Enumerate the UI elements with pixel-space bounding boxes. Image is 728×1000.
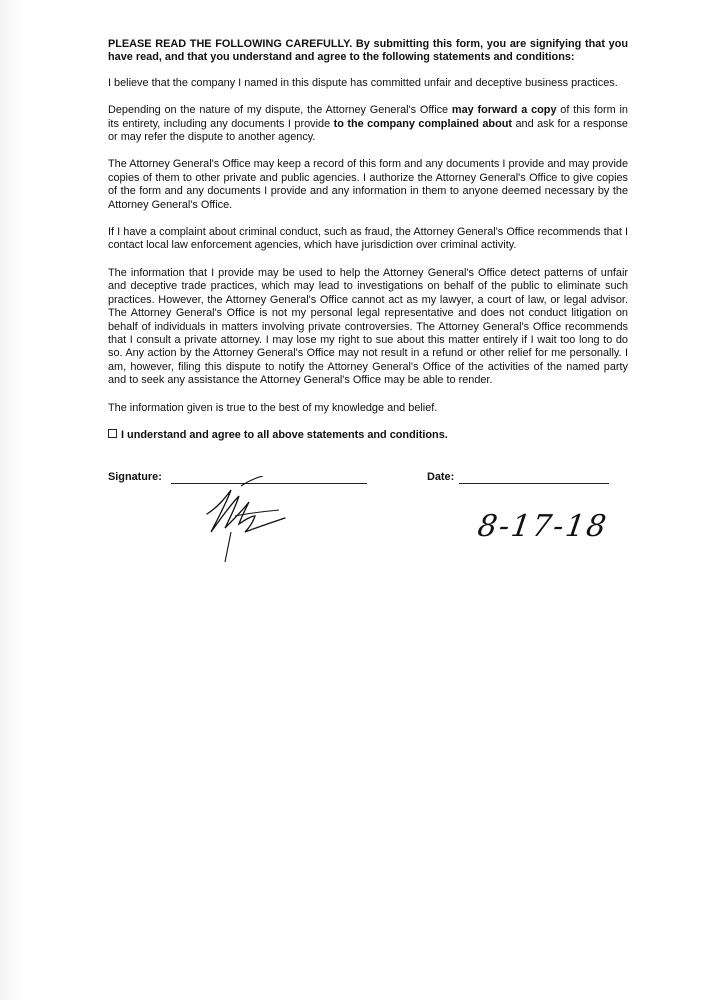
forward-copy-bold-1: may forward a copy <box>451 104 557 117</box>
date-field[interactable] <box>459 483 609 484</box>
terms-document <box>108 38 628 501</box>
handwritten-signature <box>175 476 305 568</box>
paragraph-records: The Attorney General's Office may keep a record of this form and any documents I provide and may provide copies of them to other private and public agencies. I authorize the Attorney General's Office to give copies of the form and any documents I provide and any information in them to anyone deemed necessary by the Attorney General's Office. <box>108 158 628 211</box>
forward-copy-bold-2: to the company complained about <box>333 117 513 130</box>
signature-label: Signature: <box>108 471 162 484</box>
acknowledgement-text: I understand and agree to all above statements and conditions. <box>121 428 448 441</box>
handwritten-date: 8-17-18 <box>475 509 611 544</box>
date-label: Date: <box>427 471 455 484</box>
acknowledgement-line <box>108 429 628 442</box>
paragraph-forward-copy <box>108 104 628 144</box>
heading-instructions: PLEASE READ THE FOLLOWING CAREFULLY. By submitting this form, you are signifying that you have read, and that you understand and agree to the following statements and conditions: <box>108 38 628 64</box>
forward-copy-text-1: Depending on the nature of my dispute, the Attorney General's Office <box>108 104 452 117</box>
scan-edge-shadow <box>0 0 22 1000</box>
paragraph-information-use: The information that I provide may be used to help the Attorney General's Office detect patterns of unfair and deceptive trade practices, which may lead to investigations on behalf of the public to eliminate such practices. However, the Attorney General's Office cannot act as my lawyer, a court of law, or legal advisor. The Attorney General's Office is not my personal legal representative and does not conduct litigation on behalf of individuals in matters involving private controversies. The Attorney General's Office recommends that I consult a private attorney. I may lose my right to sue about this matter entirely if I wait too long to do so. Any action by the Attorney General's Office may not result in a refund or other relief for me personally. I am, however, filing this dispute to notify the Attorney General's Office of the activities of the named party and to seek any assistance the Attorney General's Office may be able to render. <box>108 266 628 387</box>
paragraph-criminal-conduct: If I have a complaint about criminal conduct, such as fraud, the Attorney General's Office recommends that I contact local law enforcement agencies, which have jurisdiction over criminal activity. <box>108 226 628 252</box>
forward-copy-text-2: of this form in its entirety, including any documents I provide <box>108 104 628 130</box>
forward-copy-text-3: and ask for a response or may refer the dispute to another agency. <box>108 117 628 144</box>
paragraph-belief: I believe that the company I named in this dispute has committed unfair and deceptive business practices. <box>108 76 618 89</box>
paragraph-truth-statement: The information given is true to the best of my knowledge and belief. <box>108 401 438 414</box>
acknowledgement-checkbox[interactable] <box>108 429 117 438</box>
